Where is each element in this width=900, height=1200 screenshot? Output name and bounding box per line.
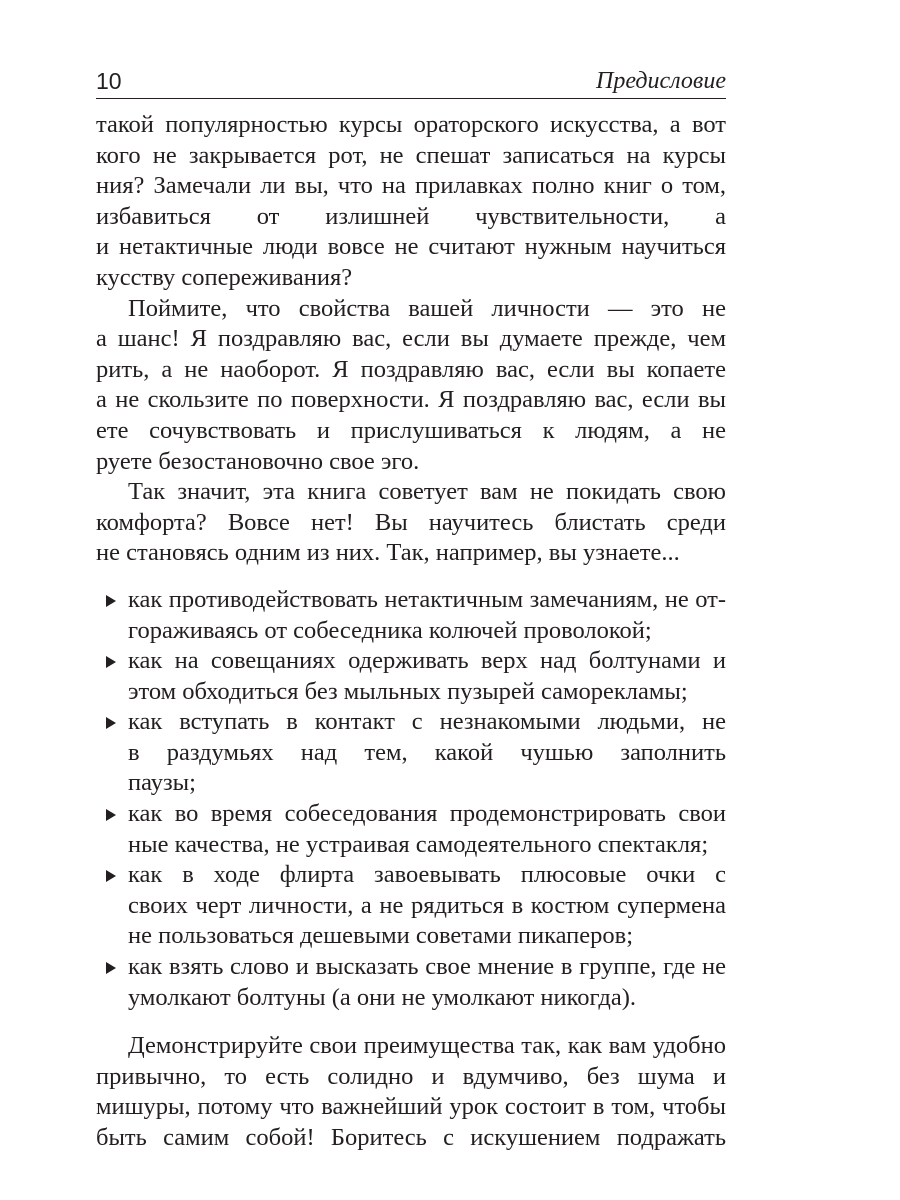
list-item-line bbox=[96, 799, 726, 830]
triangle-bullet-icon bbox=[106, 595, 116, 607]
list-item-text: как в ходе флирта завоевывать плюсовые очки с bbox=[128, 861, 726, 889]
body-text bbox=[96, 110, 726, 1154]
text-line: ете сочувствовать и прислушиваться к людям, а не bbox=[96, 416, 726, 444]
list-item-line bbox=[96, 952, 726, 983]
list-item-line: не пользоваться дешевыми советами пикаперов; bbox=[128, 922, 634, 950]
list-item-line: умолкают болтуны (а они не умолкают никогда). bbox=[128, 983, 637, 1011]
triangle-bullet-icon bbox=[106, 809, 116, 821]
bullet-list bbox=[96, 585, 726, 1013]
text-line: а шанс! Я поздравляю вас, если вы думаете прежде, чем bbox=[96, 325, 726, 353]
paragraph bbox=[96, 1031, 726, 1153]
header-rule bbox=[96, 98, 726, 99]
list-item bbox=[96, 707, 726, 799]
paragraph bbox=[96, 294, 726, 478]
text-line: кого не закрывается рот, не спешат записаться на курсы bbox=[96, 141, 726, 169]
text-line: кусству сопереживания? bbox=[96, 263, 353, 291]
list-item-line bbox=[96, 646, 726, 677]
paragraph bbox=[96, 477, 726, 569]
list-item-line bbox=[96, 585, 726, 616]
list-item-text: как противодействовать нетактичным замечаниям, не от- bbox=[128, 585, 726, 613]
page-number: 10 bbox=[96, 68, 122, 94]
list-item-text: как вступать в контакт с незнакомыми людьми, не bbox=[128, 708, 726, 736]
text-line: и нетактичные люди вовсе не считают нужным научиться bbox=[96, 233, 726, 261]
list-item-line: своих черт личности, а не рядиться в костюм супермена bbox=[128, 891, 726, 919]
text-line: такой популярностью курсы ораторского искусства, а вот bbox=[96, 111, 726, 138]
list-item bbox=[96, 799, 726, 860]
text-line: Поймите, что свойства вашей личности — это не bbox=[128, 294, 726, 322]
list-item-line: этом обходиться без мыльных пузырей саморекламы; bbox=[128, 677, 688, 705]
list-item bbox=[96, 646, 726, 707]
list-item-line bbox=[96, 860, 726, 891]
list-item-line: в раздумьях над тем, какой чушью заполнить bbox=[128, 738, 726, 766]
list-item bbox=[96, 585, 726, 646]
triangle-bullet-icon bbox=[106, 870, 116, 882]
list-item bbox=[96, 860, 726, 952]
list-item-text: как на совещаниях одерживать верх над болтунами и bbox=[128, 647, 726, 675]
list-item-line: паузы; bbox=[128, 769, 196, 797]
text-line: комфорта? Вовсе нет! Вы научитесь блистать среди bbox=[96, 508, 726, 536]
list-item-line: гораживаясь от собеседника колючей проволокой; bbox=[128, 616, 652, 644]
text-line: привычно, то есть солидно и вдумчиво, без шума и bbox=[96, 1062, 726, 1090]
text-line: ния? Замечали ли вы, что на прилавках полно книг о том, bbox=[96, 172, 726, 200]
text-line: рить, а не наоборот. Я поздравляю вас, если вы копаете bbox=[96, 355, 726, 383]
page-header bbox=[96, 66, 726, 98]
text-line: руете безостановочно свое эго. bbox=[96, 447, 420, 475]
list-item-text: как взять слово и высказать свое мнение в группе, где не bbox=[128, 953, 726, 981]
triangle-bullet-icon bbox=[106, 717, 116, 729]
text-line: мишуры, потому что важнейший урок состоит в том, чтобы bbox=[96, 1093, 726, 1121]
triangle-bullet-icon bbox=[106, 962, 116, 974]
running-head: Предисловие bbox=[595, 68, 726, 94]
list-item bbox=[96, 952, 726, 1013]
list-item-line: ные качества, не устраивая самодеятельного спектакля; bbox=[128, 830, 709, 858]
text-line: избавиться от излишней чувствительности, а bbox=[96, 202, 726, 230]
list-item-line bbox=[96, 707, 726, 738]
text-line: не становясь одним из них. Так, например, вы узнаете... bbox=[96, 539, 680, 567]
text-line: а не скользите по поверхности. Я поздравляю вас, если вы bbox=[96, 386, 726, 414]
triangle-bullet-icon bbox=[106, 656, 116, 668]
text-line: быть самим собой! Боритесь с искушением подражать bbox=[96, 1124, 726, 1151]
list-item-text: как во время собеседования продемонстрировать свои bbox=[128, 800, 726, 828]
text-line: Демонстрируйте свои преимущества так, как вам удобно bbox=[128, 1032, 726, 1060]
paragraph bbox=[96, 110, 726, 294]
text-line: Так значит, эта книга советует вам не покидать свою bbox=[128, 478, 726, 506]
